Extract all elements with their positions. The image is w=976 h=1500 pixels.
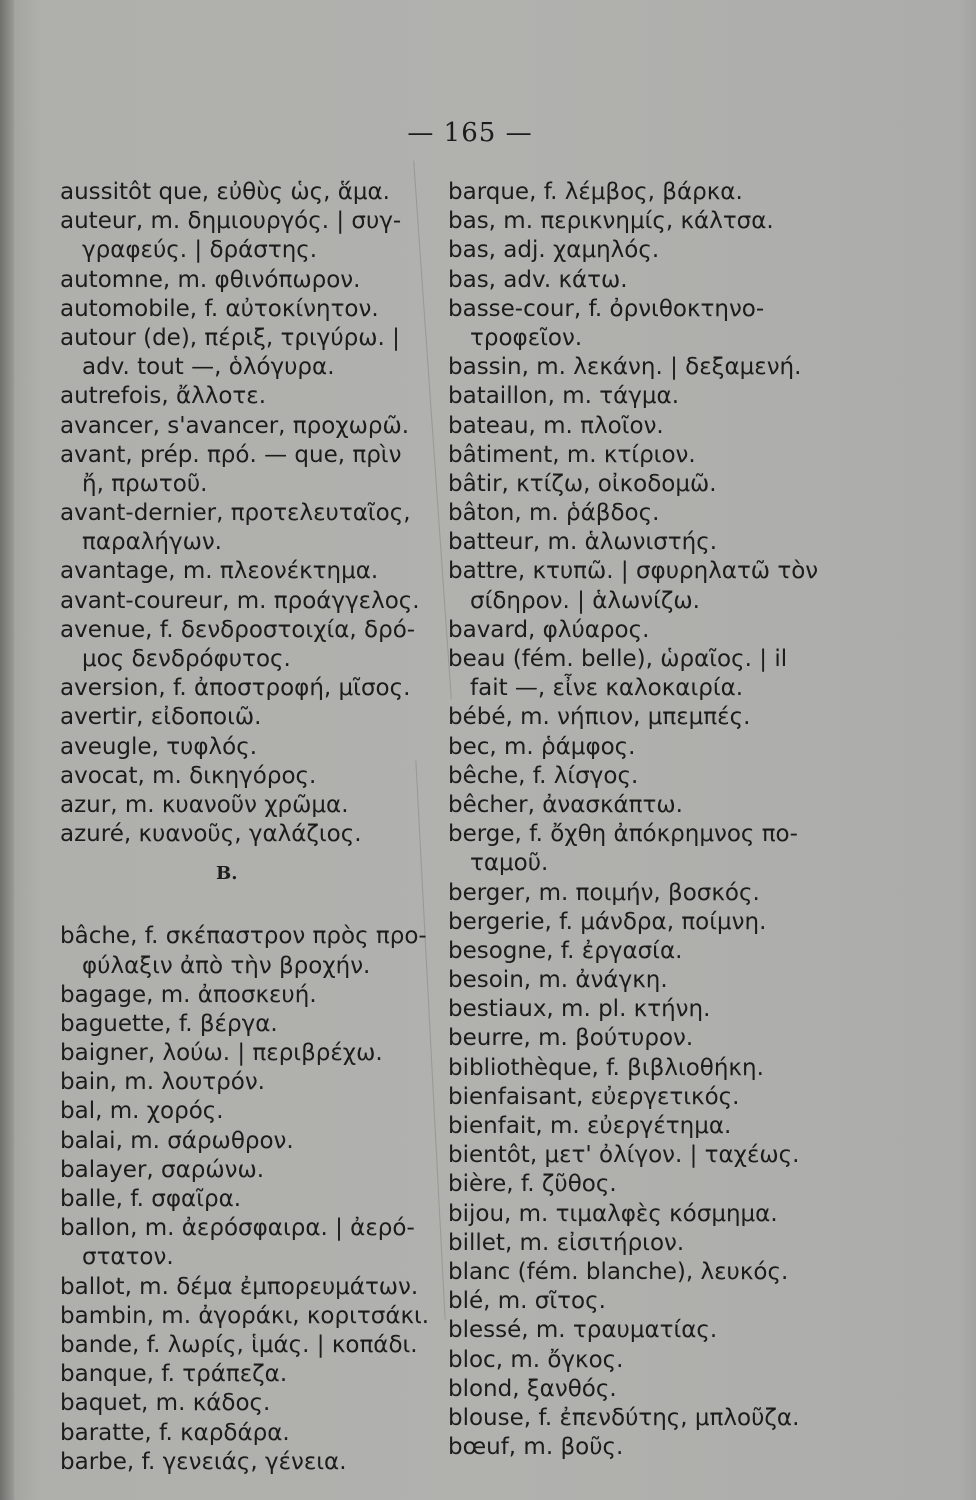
entry-line: basse-cour, f. ὀρνιθοκτηνο- — [448, 295, 765, 322]
entry-continuation: μος δενδρόφυτος. — [82, 646, 291, 672]
entry-line: beurre, m. βούτυρον. — [448, 1025, 694, 1052]
entry-line: bataillon, m. τάγμα. — [448, 383, 679, 410]
entry-line: barque, f. λέμβος, βάρκα. — [448, 179, 743, 205]
entry-line: auteur, m. δημιουργός. | συγ- — [60, 208, 402, 235]
entry-line: billet, m. εἰσιτήριον. — [448, 1229, 685, 1256]
entry-line: autour (de), πέριξ, τριγύρω. | — [60, 324, 400, 351]
section-heading-letter: B. — [216, 863, 238, 885]
entry-line: bêcher, ἀνασκάπτω. — [448, 791, 683, 818]
right-column — [448, 178, 819, 1462]
entry-line: bas, m. περικνημίς, κάλτσα. — [448, 208, 774, 235]
entry-line: bœuf, m. βοῦς. — [448, 1434, 624, 1461]
entry-continuation: παραλήγων. — [82, 529, 222, 556]
entry-continuation: ἤ, πρωτοῦ. — [82, 470, 208, 497]
entry-line: baquet, m. κάδος. — [60, 1390, 271, 1417]
entry-line: avertir, εἰδοποιῶ. — [60, 704, 262, 731]
entry-line: bâche, f. σκέπαστρον πρὸς προ- — [60, 923, 427, 950]
page-binding-edge — [0, 0, 14, 1500]
entry-line: blé, m. σῖτος. — [448, 1288, 606, 1315]
entry-line: baratte, f. καρδάρα. — [60, 1419, 290, 1446]
entry-line: bergerie, f. μάνδρα, ποίμνη. — [448, 908, 767, 935]
page-number: — 165 — — [407, 118, 533, 148]
entry-line: bagage, m. ἀποσκευή. — [60, 981, 317, 1008]
entry-line: blond, ξανθός. — [448, 1375, 617, 1402]
entry-line: bâtir, κτίζω, οἰκοδομῶ. — [448, 470, 717, 497]
entry-line: bâtiment, m. κτίριον. — [448, 441, 696, 468]
entry-line: avenue, f. δενδροστοιχία, δρό- — [60, 616, 416, 643]
entry-line: balai, m. σάρωθρον. — [60, 1127, 294, 1154]
entry-line: bibliothèque, f. βιβλιοθήκη. — [448, 1054, 764, 1081]
entry-continuation: fait —, εἶνε καλοκαιρία. — [470, 675, 744, 702]
entry-continuation: γραφεύς. | δράστης. — [82, 237, 318, 264]
entry-line: besogne, f. ἐργασία. — [448, 937, 683, 964]
entry-line: bière, f. ζῦθος. — [448, 1171, 617, 1198]
left-column — [60, 178, 432, 1477]
entry-line: bienfaisant, εὐεργετικός. — [448, 1083, 740, 1110]
entry-line: automobile, f. αὐτοκίνητον. — [60, 295, 379, 322]
entry-line: bassin, m. λεκάνη. | δεξαμενή. — [448, 354, 802, 381]
entry-line: bas, adv. κάτω. — [448, 266, 628, 293]
entry-line: bateau, m. πλοῖον. — [448, 412, 664, 439]
entry-line: bientôt, μετ' ὀλίγον. | ταχέως. — [448, 1142, 800, 1169]
entry-line: bande, f. λωρίς, ἱμάς. | κοπάδι. — [60, 1331, 418, 1358]
entry-continuation: στατον. — [82, 1244, 174, 1271]
entry-line: bébé, m. νήπιον, μπεμπές. — [448, 704, 751, 731]
entry-line: besoin, m. ἀνάγκη. — [448, 967, 668, 994]
entry-line: aveugle, τυφλός. — [60, 733, 258, 760]
entry-continuation: σίδηρον. | ἁλωνίζω. — [470, 587, 700, 614]
entry-line: bavard, φλύαρος. — [448, 616, 650, 643]
entry-line: balayer, σαρώνω. — [60, 1156, 265, 1183]
entry-line: autrefois, ἄλλοτε. — [60, 383, 267, 410]
entry-line: battre, κτυπῶ. | σφυρηλατῶ τὸν — [448, 558, 819, 585]
entry-line: balle, f. σφαῖρα. — [60, 1186, 242, 1212]
entry-line: ballon, m. ἀερόσφαιρα. | ἀερό- — [60, 1215, 415, 1242]
entry-line: bêche, f. λίσγος. — [448, 762, 639, 789]
entry-line: berge, f. ὄχθη ἀπόκρημνος πο- — [448, 821, 798, 848]
entry-line: bloc, m. ὄγκος. — [448, 1346, 624, 1373]
entry-line: bambin, m. ἀγοράκι, κοριτσάκι. — [60, 1302, 430, 1329]
entry-continuation: τροφεῖον. — [470, 324, 583, 351]
entry-line: aversion, f. ἀποστροφή, μῖσος. — [60, 675, 411, 702]
entry-line: avant-coureur, m. προάγγελος. — [60, 587, 420, 614]
entry-continuation: φύλαξιν ἀπὸ τὴν βροχήν. — [82, 952, 371, 979]
section-gap — [60, 891, 432, 922]
entry-line: baguette, f. βέργα. — [60, 1010, 278, 1037]
entry-continuation: ταμοῦ. — [470, 850, 549, 877]
entry-line: barbe, f. γενειάς, γένεια. — [60, 1448, 347, 1475]
entry-line: bâton, m. ῥάβδος. — [448, 500, 660, 527]
entry-line: aussitôt que, εὐθὺς ὡς, ἅμα. — [60, 179, 390, 205]
entry-line: bestiaux, m. pl. κτήνη. — [448, 996, 711, 1023]
entry-line: blouse, f. ἐπενδύτης, μπλοῦζα. — [448, 1404, 800, 1431]
entry-line: bijou, m. τιμαλφὲς κόσμημα. — [448, 1200, 778, 1227]
entry-line: bec, m. ῥάμφος. — [448, 733, 636, 760]
entry-line: batteur, m. ἁλωνιστής. — [448, 529, 718, 556]
entry-continuation: adv. tout —, ὁλόγυρα. — [82, 354, 335, 381]
entry-line: avancer, s'avancer, προχωρῶ. — [60, 412, 410, 439]
entry-line: berger, m. ποιμήν, βοσκός. — [448, 879, 760, 906]
entry-line: automne, m. φθινόπωρον. — [60, 266, 361, 293]
entry-line: bain, m. λουτρόν. — [60, 1069, 265, 1096]
entry-line: baigner, λούω. | περιβρέχω. — [60, 1040, 383, 1067]
entry-line: avocat, m. δικηγόρος. — [60, 762, 317, 789]
entry-line: ballot, m. δέμα ἐμπορευμάτων. — [60, 1273, 419, 1300]
entry-line: azur, m. κυανοῦν χρῶμα. — [60, 791, 349, 818]
entry-line: azuré, κυανοῦς, γαλάζιος. — [60, 821, 362, 848]
entry-line: bas, adj. χαμηλός. — [448, 237, 660, 264]
entry-line: avantage, m. πλεονέκτημα. — [60, 558, 379, 585]
entry-line: avant, prép. πρό. — que, πρὶν — [60, 441, 402, 468]
entry-line: blanc (fém. blanche), λευκός. — [448, 1258, 789, 1285]
entry-line: blessé, m. τραυματίας. — [448, 1317, 718, 1344]
entry-line: beau (fém. belle), ὡραῖος. | il — [448, 646, 788, 672]
entry-line: banque, f. τράπεζα. — [60, 1361, 288, 1388]
entry-line: bienfait, m. εὐεργέτημα. — [448, 1113, 732, 1139]
entry-line: avant-dernier, προτελευταῖος, — [60, 500, 411, 527]
entry-line: bal, m. χορός. — [60, 1098, 224, 1125]
